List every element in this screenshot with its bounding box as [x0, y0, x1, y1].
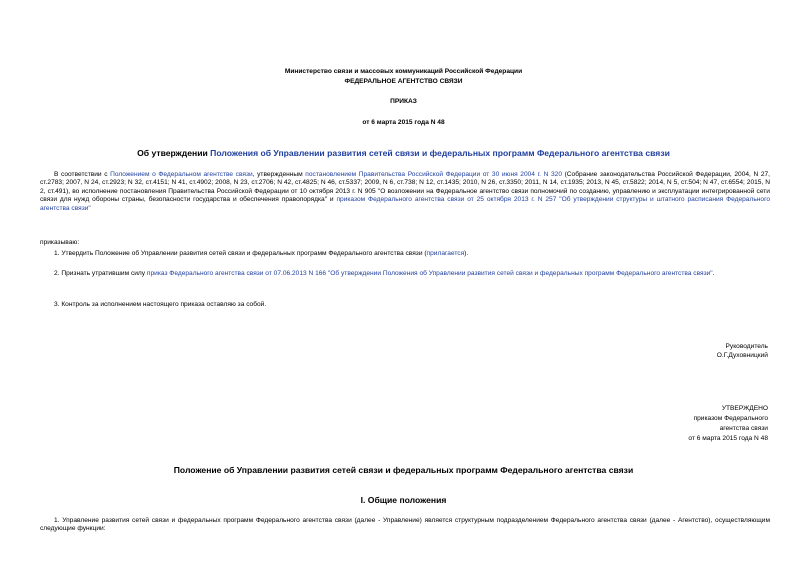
- item2-end: .: [712, 270, 715, 277]
- preamble-paragraph: [40, 171, 770, 213]
- preamble-text-1: В соответствии с: [54, 171, 111, 178]
- approval-stamp-1: УТВЕРЖДЕНО: [721, 405, 768, 412]
- order-item-3: 3. Контроль за исполнением настоящего приказа оставляю за собой.: [54, 301, 267, 308]
- order-item-2: [40, 270, 770, 278]
- approval-stamp-3: агентства связи: [719, 425, 768, 432]
- item2-link[interactable]: приказ Федерального агентства связи от 07.06.2013 N 166 "Об утверждении Положения об Управлении развития сетей связи и федеральных программ Федерального агентства связи": [146, 270, 713, 277]
- preamble-text-3: (Собрание законодательства Российской Федерации, 2004, N 27, ст.2783; 2007, N 24, ст.2923; N 32, ст.4151; N 41, ст.4902; 2008, N 23, ст.2706; N 42, ст.4825; N 46, ст.5337; 2009, N 6, ст.738; N 12, ст.1435; 2010, N 26, ст.3350; 2011, N 14, ст.1935; 2013, N 45, ст.5822; 2014, N 5, ст.504; N 47, ст.6554; 2015, N 2, ст.491), во исполнение постановления Правительства Российской Федерации от 10 октября 2013 г. N 905 "О возложении на Федеральное агентство связи полномочий по созданию, управлению и эксплуатации интегрированной сети связи для нужд обороны страны, безопасности государства и обеспечения правопорядка" и: [40, 171, 771, 204]
- preamble-link-government-decree[interactable]: постановлением Правительства Российской Федерации от 30 июня 2004 г. N 320: [305, 171, 562, 178]
- document-title: [0, 148, 807, 158]
- document-date-number: от 6 марта 2015 года N 48: [362, 119, 445, 126]
- section-title: I. Общие положения: [360, 495, 447, 505]
- agency-name: ФЕДЕРАЛЬНОЕ АГЕНТСТВО СВЯЗИ: [344, 78, 463, 85]
- title-link[interactable]: Положения об Управлении развития сетей связи и федеральных программ Федерального агентства связи: [210, 148, 670, 158]
- item1-link[interactable]: прилагается: [426, 250, 465, 257]
- item2-text: 2. Признать утратившим силу: [54, 270, 147, 277]
- section-paragraph-1: 1. Управление развития сетей связи и федеральных программ Федерального агентства связи (далее - Управление) является структурным подразделением Федерального агентства связи (далее - Агентство), осуществляющим следующие функции:: [40, 517, 770, 533]
- item1-end: ).: [464, 250, 469, 257]
- item1-text: 1. Утвердить Положение об Управлении развития сетей связи и федеральных программ Федерального агентства связи (: [54, 250, 427, 257]
- preamble-text-2: , утвержденным: [252, 171, 306, 178]
- orders-label: приказываю:: [40, 239, 80, 246]
- approval-stamp-2: приказом Федерального: [693, 415, 768, 422]
- annex-title: Положение об Управлении развития сетей связи и федеральных программ Федерального агентства связи: [173, 465, 634, 475]
- approval-stamp-4: от 6 марта 2015 года N 48: [688, 435, 768, 442]
- preamble-link-order-257[interactable]: приказом Федерального агентства связи от 25 октября 2013 г. N 257 "Об утверждении структуры и штатного расписания Федерального агентства связи": [40, 196, 770, 212]
- document-type: ПРИКАЗ: [390, 98, 417, 105]
- signature-role: Руководитель: [725, 343, 768, 350]
- order-item-1: [40, 250, 770, 258]
- signature-name: О.Г.Духовницкий: [716, 352, 768, 359]
- ministry-name: Министерство связи и массовых коммуникаций Российской Федерации: [284, 68, 523, 75]
- title-prefix: Об утверждении: [137, 148, 211, 158]
- preamble-link-agency-regulation[interactable]: Положением о Федеральном агентстве связи: [110, 171, 253, 178]
